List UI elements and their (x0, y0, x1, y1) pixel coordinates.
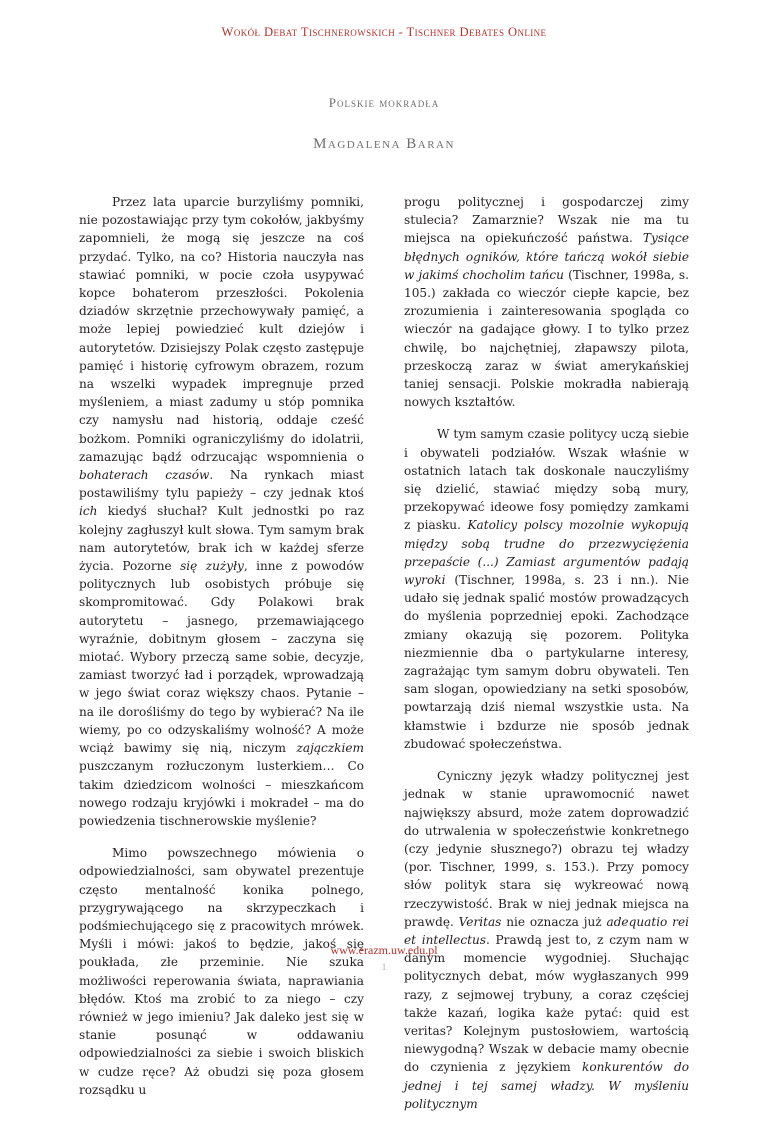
article-title: Polskie mokradła (328, 95, 440, 110)
italic-run: Veritas (458, 914, 502, 929)
paragraph (404, 193, 689, 411)
paragraph (404, 425, 689, 753)
text-run: nie oznacza już (501, 914, 607, 929)
text-run: W tym samym czasie politycy uczą siebie i obywateli podziałów. Wszak właśnie w ostatnich latach tak doskonale nauczyliśmy się dzielić, stawiać między sobą mury, przekopywać ideowe fosy pomiędzy zamkami z piasku. (404, 427, 689, 533)
running-header: Wokół Debat Tischnerowskich - Tischner Debates Online (221, 25, 547, 39)
text-run: , inne z powodów politycznych lub osobistych próbuje się skompromitować. Gdy Polakowi brak autorytetu – jasnego, przemawiającego wyraźnie, dobitnym głosem – zaczyna się miotać. Wybory przeczą same sobie, decyzje, zamiast tworzyć ład i porządek, wprowadzają w jego świat coraz większy chaos. Pytanie – na ile dorośliśmy do tego by wybierać? Na ile wiemy, po co odzyskaliśmy wolność? A może wciąż bawimy się nią, niczym (79, 559, 364, 756)
italic-run: bohaterach czasów (79, 468, 210, 483)
left-column (79, 193, 364, 1113)
text-run: Przez lata uparcie burzyliśmy pomniki, nie pozostawiając przy tym cokołów, jakbyśmy zapomnieli, że mogą się jeszcze na coś przydać. Tylko, na co? Historia nauczyła nas stawiać pomniki, w pocie czoła usypywać kopce bohaterom przeszłości. Pokolenia dziadów skrzętnie przechowywały pamięć, a może lepiej powiedzieć kult dziejów i autorytetów. Dzisiejszy Polak często zastępuje pamięć i historię cyfrowym obrazem, rozum na wszelki wypadek impregnuje przed myśleniem, a miast zadumy u stóp pomnika czy namysłu nad historią, oddaje cześć bożkom. Pomniki ograniczyliśmy do idolatrii, zamazując bądź odrzucając wspomnienia o (79, 195, 364, 464)
right-column (404, 193, 689, 1127)
paragraph (404, 767, 689, 1113)
text-run: Mimo powszechnego mówienia o odpowiedzialności, sam obywatel prezentuje często mentalność konika polnego, przygrywającego na skrzypeczkach i podśmiechującego się z pracowitych mrówek. Myśli i mówi: jakoś to będzie, jakoś się poukłada, złe przeminie. Nie szuka możliwości reperowania świata, naprawiania błędów. Ktoś ma zrobić to za niego – czy również w jego imieniu? Jak daleko jest się w stanie posunąć w oddawaniu odpowiedzialności za siebie i swoich bliskich w cudze ręce? Aż obudzi się poza głosem rozsądku u (79, 846, 364, 1097)
italic-run: się zużyły (180, 559, 244, 574)
italic-run: Tysiące błędnych ogników, które tańczą wokół siebie w jakimś chocholim tańcu (404, 231, 689, 282)
page-number: 1 (381, 962, 387, 972)
article-author: Magdalena Baran (313, 136, 455, 152)
text-run: puszczanym rozłuczonym lusterkiem… Co takim dziedzicom wolności – mieszkańcom nowego rodzaju kryjówki i mokradeł – ma do powiedzenia tischnerowskie myślenie? (79, 759, 364, 828)
text-run: Cyniczny język władzy politycznej jest jednak w stanie uprawomocnić nawet największy absurd, może zatem doprowadzić do utrwalenia w społeczeństwie konkretnego (czy jedynie słusznego?) obrazu tej władzy (por. Tischner, 1999, s. 153.). Przy pomocy słów polityk stara się wykreować nową rzeczywistość. Brak w niej jednak miejsca na prawdę. (404, 769, 689, 929)
italic-run: adequatio rei et intellectus (404, 914, 689, 947)
text-run: progu politycznej i gospodarczej zimy stulecia? Zamarznie? Wszak nie ma tu miejsca na opiekuńczość państwa. (404, 195, 689, 246)
text-run: kiedyś słuchał? Kult jednostki po raz kolejny zagłuszył kult słowa. Tym samym brak nam autorytetów, brak ich w każdej sferze życia. Pozorne (79, 504, 364, 574)
text-run: (Tischner, 1998a, s. 23 i nn.). Nie udało się jednak spalić mostów prowadzących do myślenia poprzedniej epoki. Zachodzące zmiany okazują się pozorem. Polityka niezmiennie dba o partykularne interesy, zagrażając tym samym dobru obywateli. Ten sam slogan, opowiedziany na setki sposobów, powtarzają dziś niemal wszystkie usta. Na kłamstwie i bzdurze nie sposób jednak zbudować społeczeństwa. (404, 573, 689, 751)
italic-run: ich (79, 504, 98, 519)
text-run: (Tischner, 1998a, s. 105.) zakłada co wieczór ciepłe kapcie, bez zrozumienia i zainteresowania spogląda co wieczór na gadające głowy. I to tylko przez chwilę, bo najchętniej, złapawszy pilota, przeskoczą zaraz w świat amerykańskiej taniej sensacji. Polskie mokradła nabierają nowych kształtów. (404, 267, 689, 410)
italic-run: Katolicy polscy mozolnie wykopują między sobą trudne do przezwyciężenia przepaście (...) Zamiast argumentów padają wyroki (404, 518, 689, 588)
paragraph (79, 193, 364, 830)
italic-run: zajączkiem (296, 741, 364, 756)
text-run: . Prawdą jest to, z czym nam w danym momencie wygodniej. Słuchając politycznych debat, mów wygłaszanych 999 razy, z sejmowej trybuny, a coraz częściej także kazań, logika każe pytać: quid est veritas? Kolejnym pustosłowiem, wartością niewygodną? Wszak w debacie mamy obecnie do czynienia z językiem (404, 932, 689, 1075)
italic-run: konkurentów do jednej i tej samej władzy. W myśleniu politycznym (404, 1060, 689, 1111)
text-run: . Na rynkach miast postawiliśmy tylu papieży – czy jednak ktoś (79, 468, 364, 501)
footer-url-link[interactable]: www.erazm.uw.edu.pl (330, 943, 438, 957)
